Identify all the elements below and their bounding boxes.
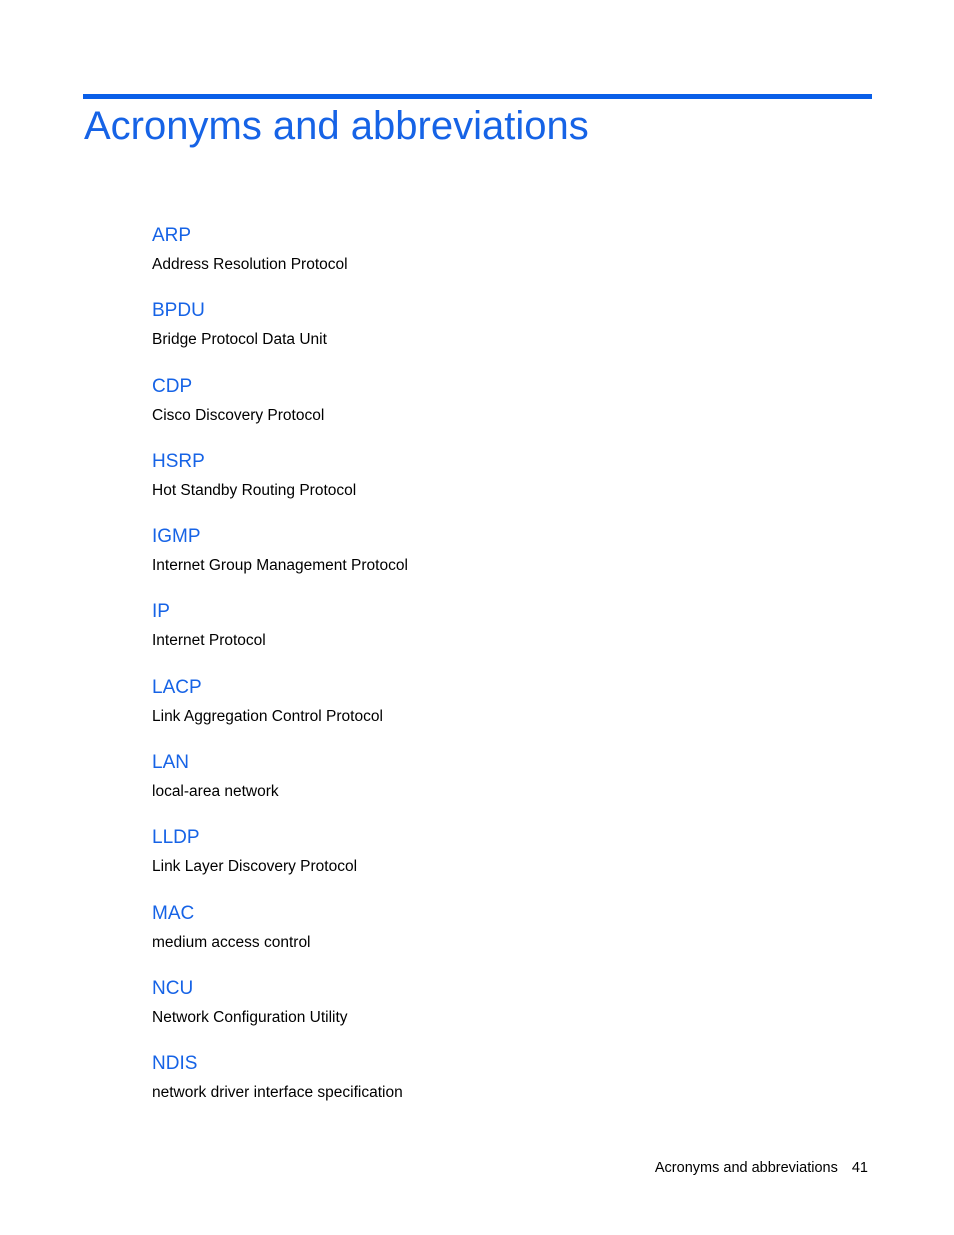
glossary-definition: Address Resolution Protocol bbox=[152, 256, 348, 273]
glossary-entry bbox=[152, 599, 852, 674]
glossary-definition: Link Layer Discovery Protocol bbox=[152, 858, 358, 876]
glossary-entry bbox=[152, 374, 852, 449]
glossary-list bbox=[152, 223, 852, 1127]
glossary-entry bbox=[152, 675, 852, 750]
glossary-entry bbox=[152, 901, 852, 976]
glossary-term[interactable]: LAN bbox=[152, 752, 189, 774]
glossary-entry bbox=[152, 750, 852, 825]
glossary-term[interactable]: ARP bbox=[152, 225, 192, 246]
glossary-entry bbox=[152, 976, 852, 1051]
glossary-definition: Hot Standby Routing Protocol bbox=[152, 481, 357, 499]
glossary-term[interactable]: NDIS bbox=[152, 1053, 198, 1075]
glossary-term[interactable]: NCU bbox=[152, 977, 194, 999]
glossary-term[interactable]: LLDP bbox=[152, 827, 200, 849]
glossary-definition: Network Configuration Utility bbox=[152, 1008, 348, 1026]
page-title: Acronyms and abbreviations bbox=[84, 104, 589, 148]
glossary-entry bbox=[152, 298, 852, 373]
glossary-entry bbox=[152, 223, 852, 298]
glossary-term[interactable]: IGMP bbox=[152, 526, 201, 548]
glossary-term[interactable]: HSRP bbox=[152, 450, 205, 472]
glossary-term[interactable]: LACP bbox=[152, 676, 202, 698]
glossary-definition: Cisco Discovery Protocol bbox=[152, 406, 325, 424]
glossary-entry bbox=[152, 449, 852, 524]
footer-page-number: 41 bbox=[851, 1160, 868, 1176]
glossary-term[interactable]: MAC bbox=[152, 902, 195, 924]
glossary-entry bbox=[152, 524, 852, 599]
glossary-entry bbox=[152, 1051, 852, 1126]
glossary-definition: medium access control bbox=[152, 933, 311, 951]
glossary-term[interactable]: IP bbox=[152, 601, 170, 623]
glossary-term[interactable]: BPDU bbox=[152, 300, 205, 322]
glossary-definition: local-area network bbox=[152, 783, 279, 801]
glossary-entry bbox=[152, 825, 852, 900]
glossary-term[interactable]: CDP bbox=[152, 375, 193, 397]
glossary-definition: Internet Group Management Protocol bbox=[152, 557, 408, 575]
glossary-definition: network driver interface specification bbox=[152, 1084, 403, 1102]
glossary-definition: Link Aggregation Control Protocol bbox=[152, 707, 383, 725]
glossary-definition: Internet Protocol bbox=[152, 632, 266, 650]
page-footer bbox=[655, 1158, 868, 1178]
glossary-definition: Bridge Protocol Data Unit bbox=[152, 331, 327, 349]
title-rule bbox=[83, 94, 872, 99]
footer-section-title: Acronyms and abbreviations bbox=[654, 1160, 838, 1176]
